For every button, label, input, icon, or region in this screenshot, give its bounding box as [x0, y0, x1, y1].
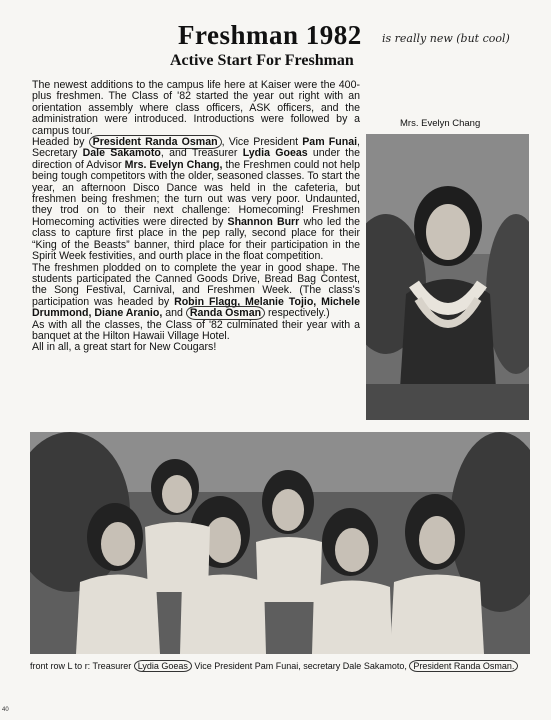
bold-name: Lydia Goeas [242, 147, 308, 160]
page-title: Freshman 1982 [178, 20, 362, 50]
text-run: the Freshmen could not help being tough competitors with the older, seasoned classes. To start the year, an afternoon Disco Dance was held in the cafeteria, but freshmen being freshmen; the turn out was very poor. Undaunted, they trod on to their next challenge: Homecoming! Freshmen Homecoming activities were directed by [32, 158, 360, 228]
bold-name: Robin Flagg, Melanie Tojio, Michele Drummond, Diane Aranio, [32, 295, 360, 320]
bold-name: Randa Osman [189, 307, 262, 320]
bold-name: Mrs. Evelyn Chang, [124, 158, 223, 171]
text-run: Headed by [32, 136, 89, 149]
article-paragraph-5: All in all, a great start for New Cougars! [32, 341, 217, 354]
group-photo-caption [30, 660, 530, 672]
text-run: respectively.) [265, 307, 330, 320]
article-paragraph-4: As with all the classes, the Class of '82 culminated their year with a banquet at the Hilton Hawaii Village Hotel. [32, 318, 360, 342]
title-row [0, 20, 551, 54]
handwritten-note: is really new (but cool) [382, 32, 510, 45]
photo-caption-advisor: Mrs. Evelyn Chang [400, 118, 481, 129]
article-paragraph-3 [32, 263, 360, 320]
article-paragraph-1: The newest additions to the campus life here at Kaiser were the 400-plus freshmen. The Class of '82 started the year out right with an orientation assembly where class officers, ASK officers, and the administration were introduced. Introductions were followed by a campus tour. [32, 79, 360, 137]
bold-name: Shannon Burr [227, 215, 300, 228]
advisor-photo-illustration [366, 134, 529, 420]
text-run: , Vice President [221, 136, 303, 149]
text-run: Vice President Pam Funai, secretary Dale Sakamoto, [191, 661, 410, 671]
page-number: 40 [2, 707, 9, 713]
article-paragraph-2 [32, 137, 360, 262]
text-run: and [162, 307, 186, 320]
group-photo-illustration [30, 432, 530, 654]
circled-name: Lydia Goeas [134, 660, 192, 672]
text-run: under the direction of Advisor [32, 147, 360, 171]
page-subtitle: Active Start For Freshman [170, 52, 354, 69]
text-run: , Secretary [32, 136, 360, 160]
bold-name: Dale Sakamoto [82, 147, 161, 160]
text-run: who led the class to capture first place in the pep rally, second place for their “King of the Beasts” banner, third place for their participation in the Spirit Week festivities, and ourth place in the float competition. [32, 215, 360, 263]
circled-name: President Randa Osman. [409, 660, 518, 672]
text-run: front row L to r: Treasurer [30, 661, 134, 671]
group-photo [30, 432, 530, 654]
text-run: The freshmen plodded on to complete the year in good shape. The students participated the Canned Goods Drive, Bread Bag Contest, the Song Festival, Carnival, and Freshmen Week. (The class's participation was headed by [32, 261, 360, 308]
bold-name: Pam Funai [302, 136, 358, 149]
article-body [32, 80, 360, 354]
bold-name: President Randa Osman [92, 136, 218, 149]
text-run: , and Treasurer [160, 147, 243, 160]
advisor-photo [366, 134, 529, 420]
